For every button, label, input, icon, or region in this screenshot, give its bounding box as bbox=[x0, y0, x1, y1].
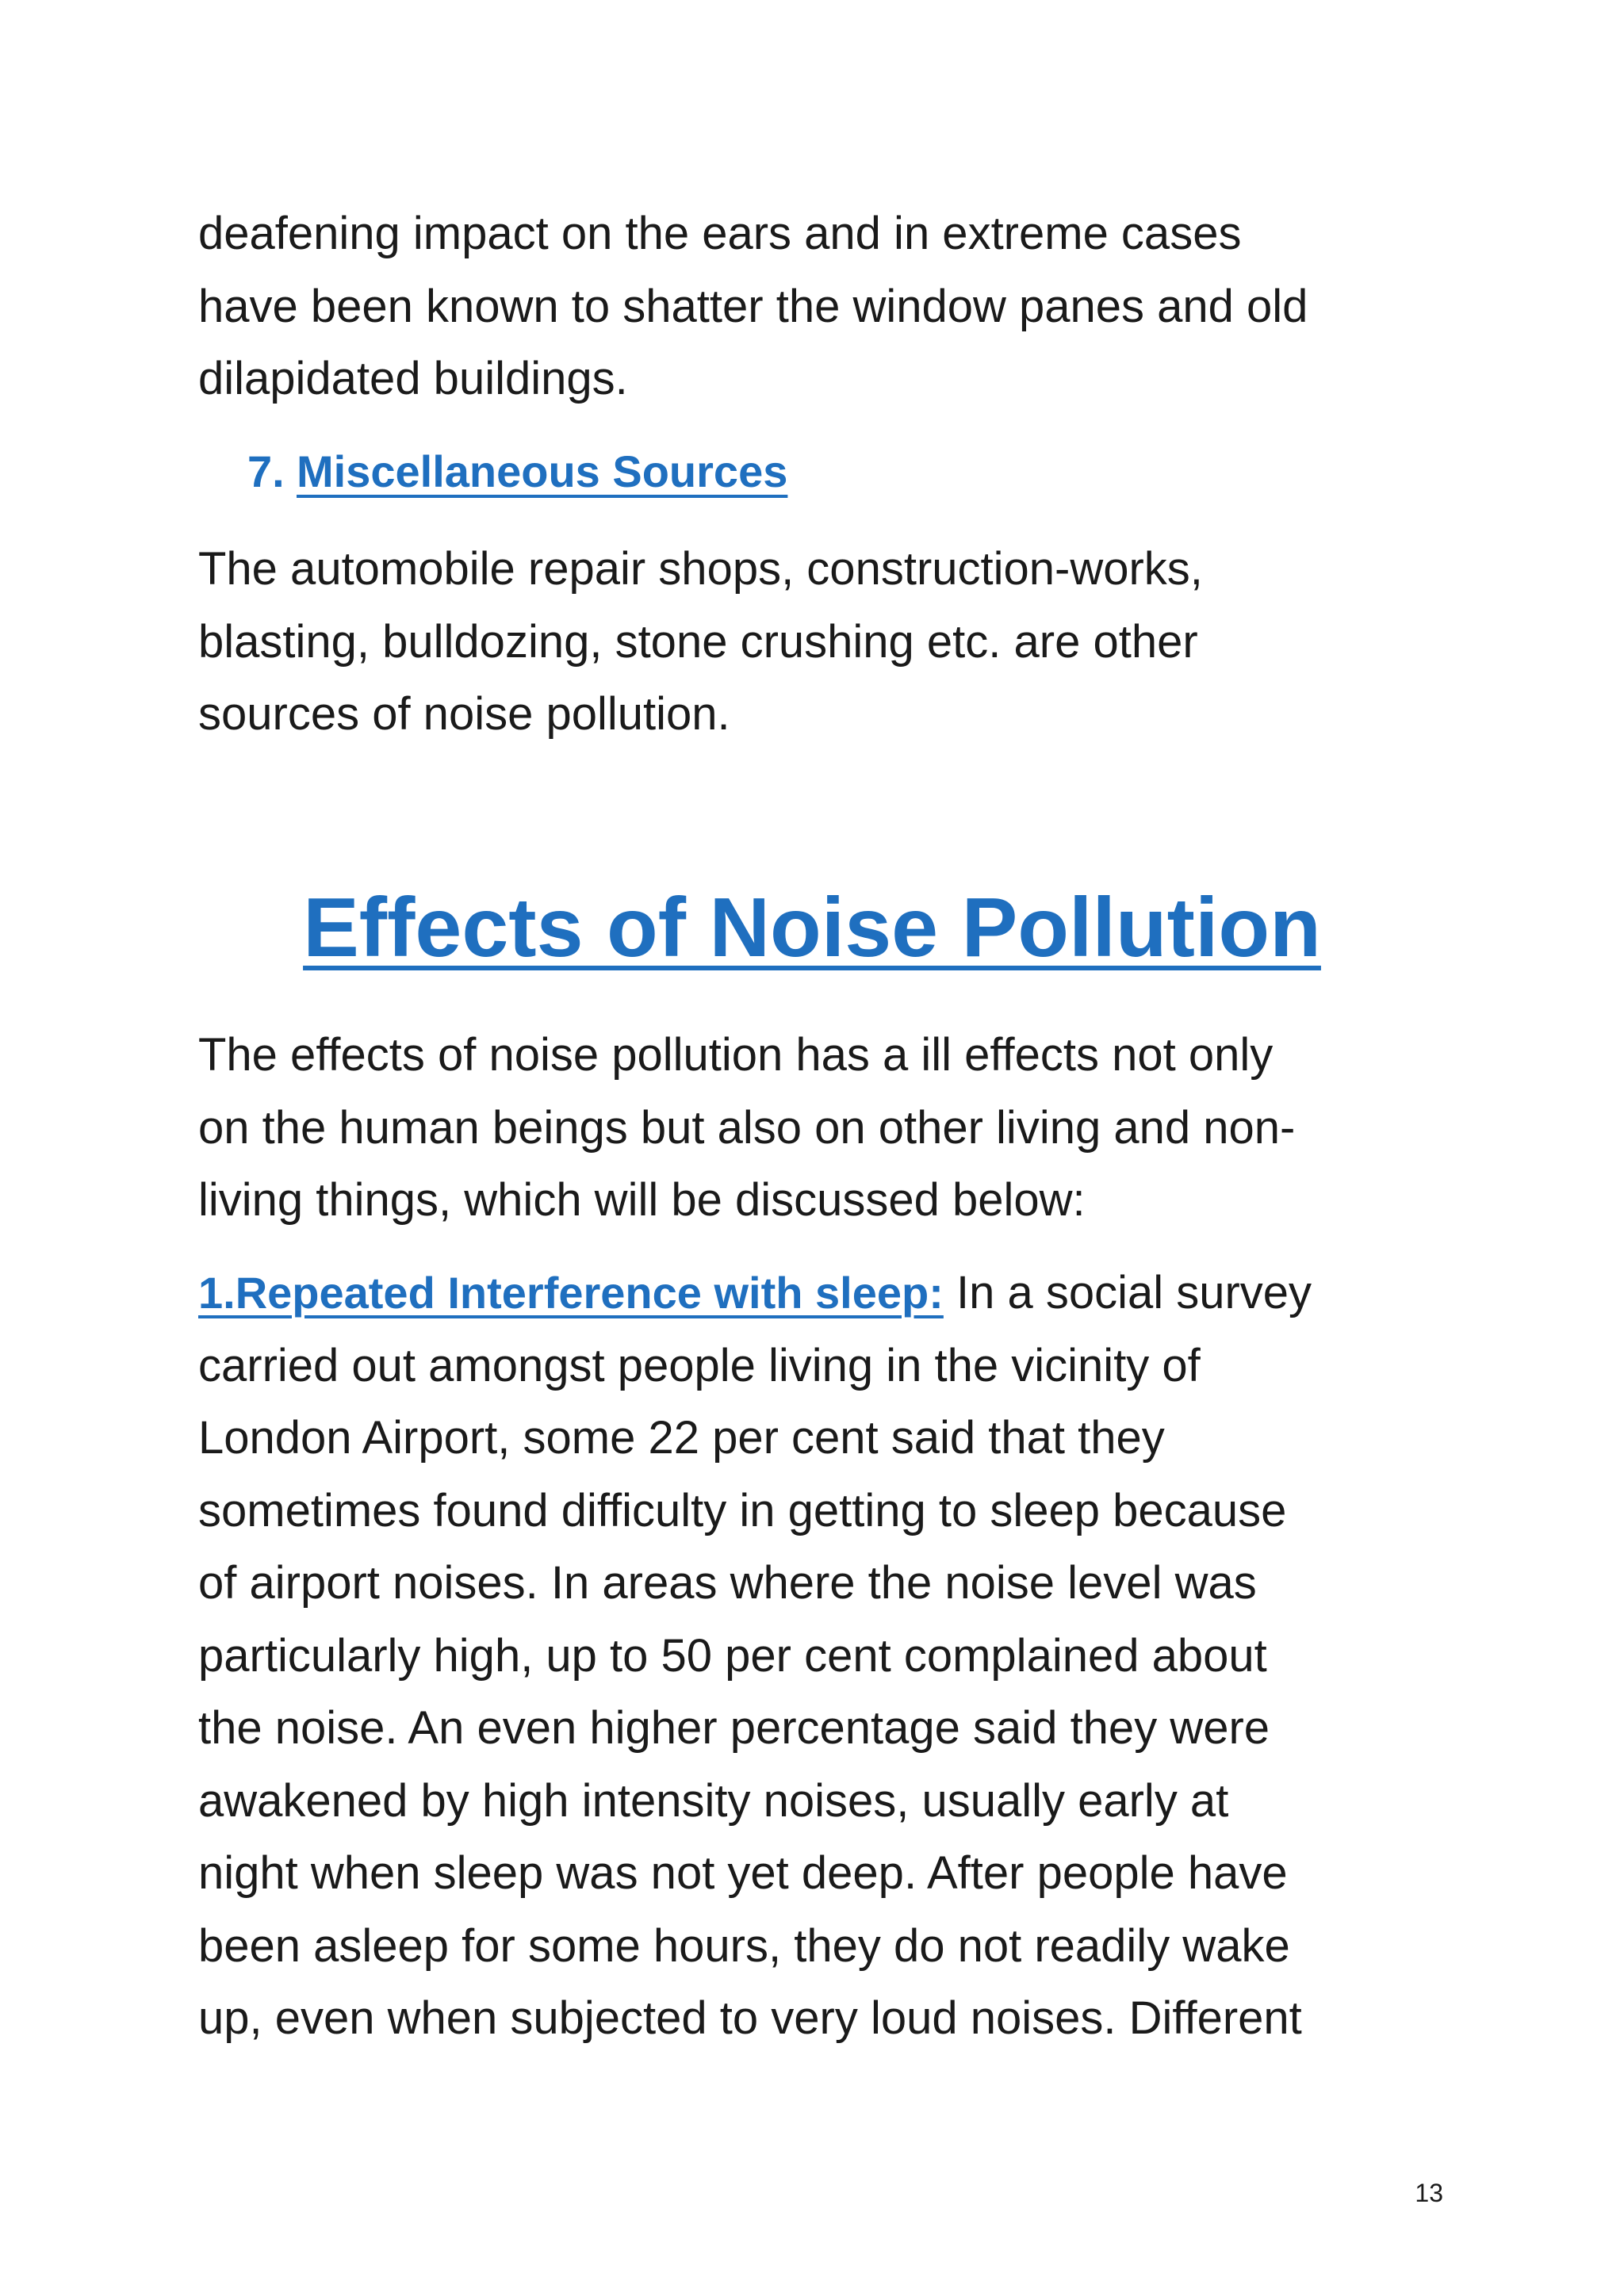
paragraph-line: on the human beings but also on other living and non- bbox=[198, 1101, 1296, 1154]
paragraph-line: The automobile repair shops, construction-works, bbox=[198, 543, 1203, 595]
paragraph-line: London Airport, some 22 per cent said that they bbox=[198, 1412, 1165, 1464]
paragraph-line: dilapidated buildings. bbox=[198, 353, 628, 404]
effects-heading-text: Effects of Noise Pollution bbox=[303, 881, 1321, 974]
paragraph-line: blasting, bulldozing, stone crushing etc. are other bbox=[198, 615, 1198, 668]
sleep-interference-paragraph bbox=[198, 1257, 1435, 2055]
paragraph-line: the noise. An even higher percentage said they were bbox=[198, 1702, 1270, 1754]
effects-intro-paragraph bbox=[198, 1019, 1435, 1237]
paragraph-text: In a social survey bbox=[943, 1267, 1312, 1318]
paragraph-line: carried out amongst people living in the vicinity of bbox=[198, 1339, 1201, 1391]
paragraph-line: sometimes found difficulty in getting to sleep because bbox=[198, 1484, 1287, 1536]
paragraph-line: night when sleep was not yet deep. After people have bbox=[198, 1847, 1288, 1899]
paragraph-line: awakened by high intensity noises, usually early at bbox=[198, 1774, 1229, 1827]
paragraph-line: of airport noises. In areas where the noise level was bbox=[198, 1557, 1257, 1609]
paragraph-line: have been known to shatter the window panes and old bbox=[198, 280, 1308, 332]
paragraph-line: sources of noise pollution. bbox=[198, 688, 730, 740]
paragraph-line bbox=[198, 1257, 1435, 1330]
paragraph-line: The effects of noise pollution has a ill effects not only bbox=[198, 1029, 1274, 1081]
paragraph-line: particularly high, up to 50 per cent complained about bbox=[198, 1629, 1267, 1682]
misc-sources-paragraph bbox=[198, 533, 1435, 751]
paragraph-line: deafening impact on the ears and in extreme cases bbox=[198, 208, 1242, 259]
continuation-paragraph bbox=[198, 197, 1435, 415]
misc-sources-title: Miscellaneous Sources bbox=[297, 446, 788, 496]
effects-heading bbox=[0, 872, 1624, 983]
paragraph-line: up, even when subjected to very loud noises. Different bbox=[198, 1992, 1302, 2044]
sleep-interference-heading: 1.Repeated Interference with sleep: bbox=[198, 1268, 944, 1318]
paragraph-line: been asleep for some hours, they do not readily wake bbox=[198, 1919, 1290, 1972]
list-number: 7. bbox=[247, 446, 285, 496]
page-number: 13 bbox=[1415, 2179, 1443, 2207]
misc-sources-heading bbox=[247, 440, 787, 503]
paragraph-line: living things, which will be discussed below: bbox=[198, 1174, 1086, 1226]
